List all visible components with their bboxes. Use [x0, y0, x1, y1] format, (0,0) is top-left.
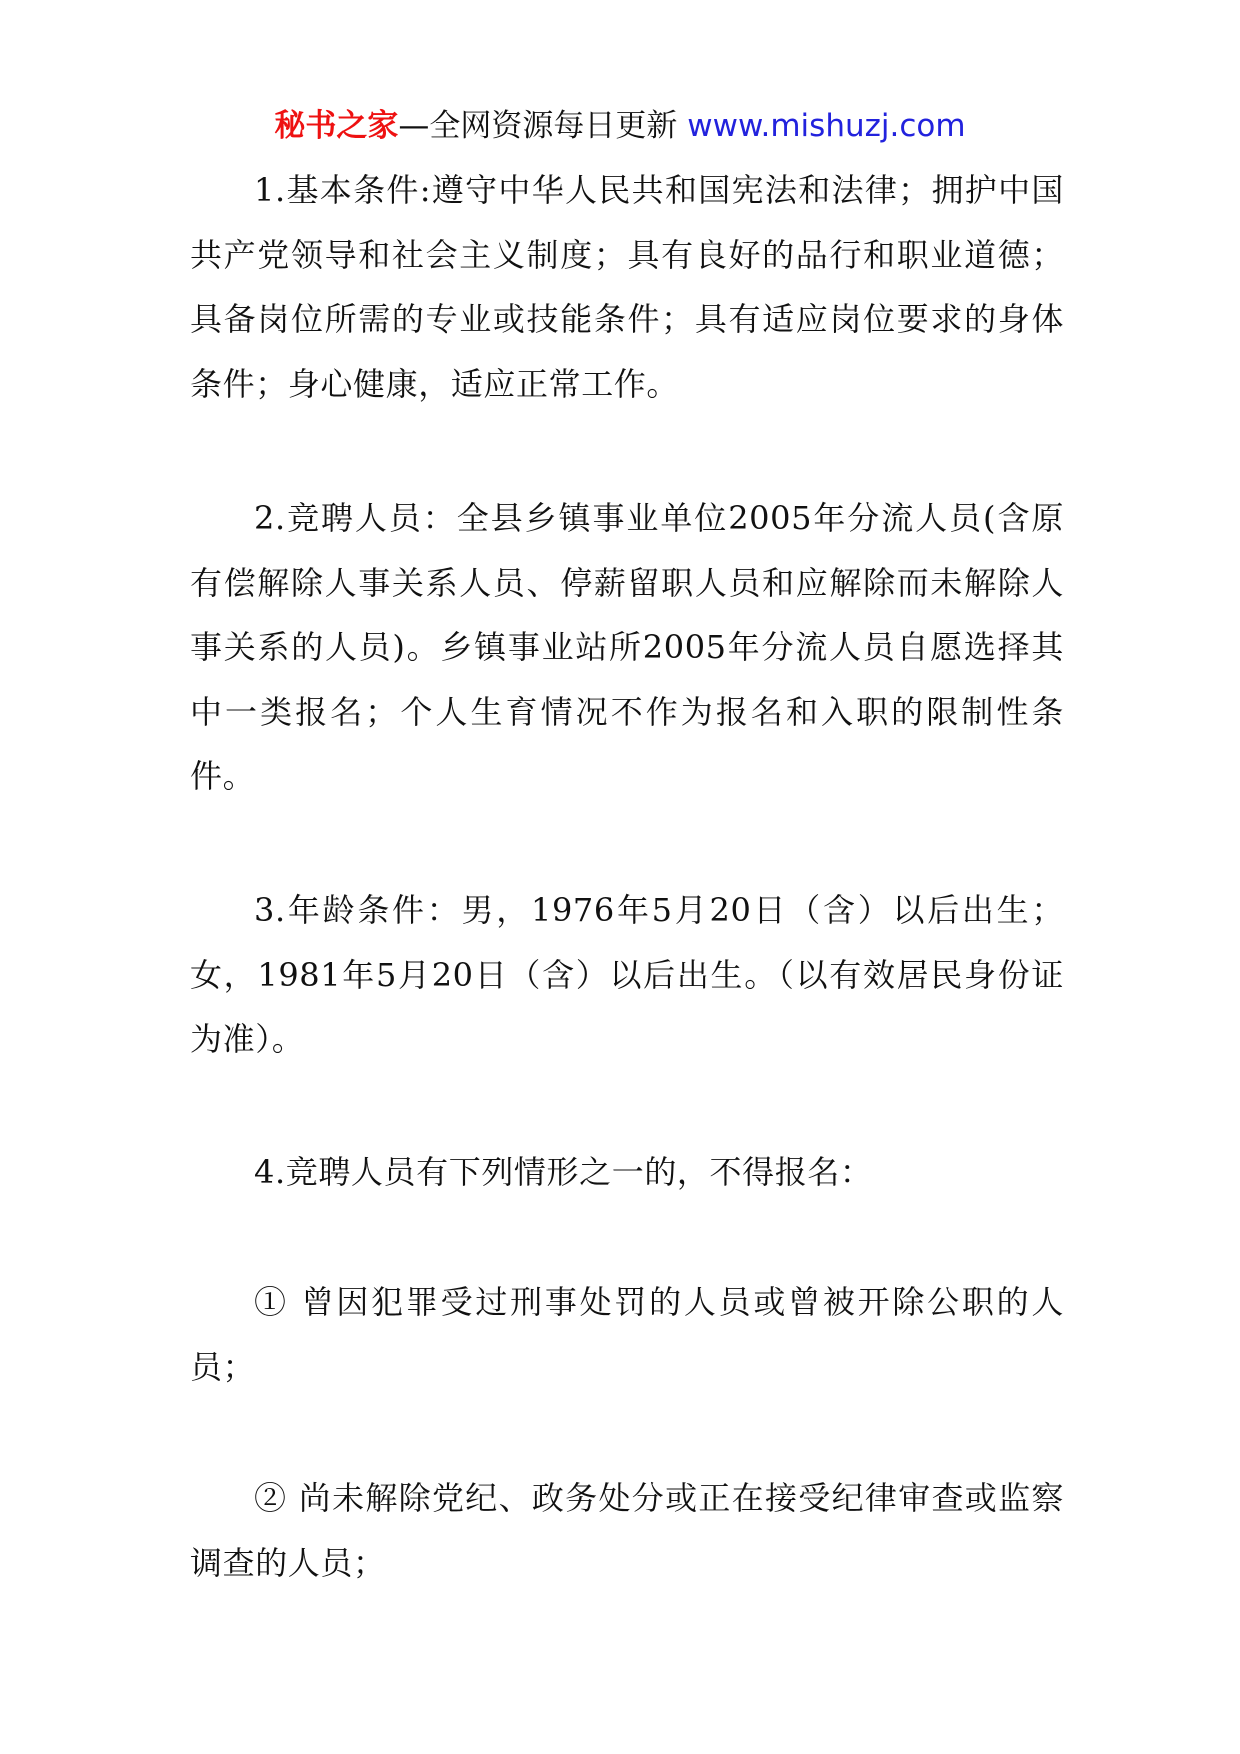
paragraph-applicants: 2.竞聘人员：全县乡镇事业单位2005年分流人员(含原有偿解除人事关系人员、停薪留职人员和应解除而未解除人事关系的人员)。乡镇事业站所2005年分流人员自愿选择其中一类报名；个人生育情况不作为报名和入职的限制性条件。: [190, 499, 1064, 795]
paragraph-disqualifications-intro: 4.竞聘人员有下列情形之一的，不得报名：: [254, 1153, 873, 1191]
page-header: [0, 96, 1240, 156]
paragraph-age-conditions: 3.年龄条件：男，1976年5月20日（含）以后出生；女，1981年5月20日（含）以后出生。（以有效居民身份证为准）。: [190, 891, 1064, 1058]
header-tagline: —全网资源每日更新: [398, 108, 678, 144]
paragraph-basic-conditions: 1.基本条件:遵守中华人民共和国宪法和法律；拥护中国共产党领导和社会主义制度；具有良好的品行和职业道德；具备岗位所需的专业或技能条件；具有适应岗位要求的身体条件；身心健康，适应正常工作。: [190, 171, 1064, 403]
brand-name: 秘书之家: [274, 108, 399, 144]
list-item-disciplinary-review: ② 尚未解除党纪、政务处分或正在接受纪律审查或监察调查的人员；: [190, 1479, 1064, 1582]
website-link[interactable]: www.mishuzj.com: [687, 108, 966, 144]
list-item-criminal-record: ① 曾因犯罪受过刑事处罚的人员或曾被开除公职的人员；: [190, 1283, 1064, 1386]
